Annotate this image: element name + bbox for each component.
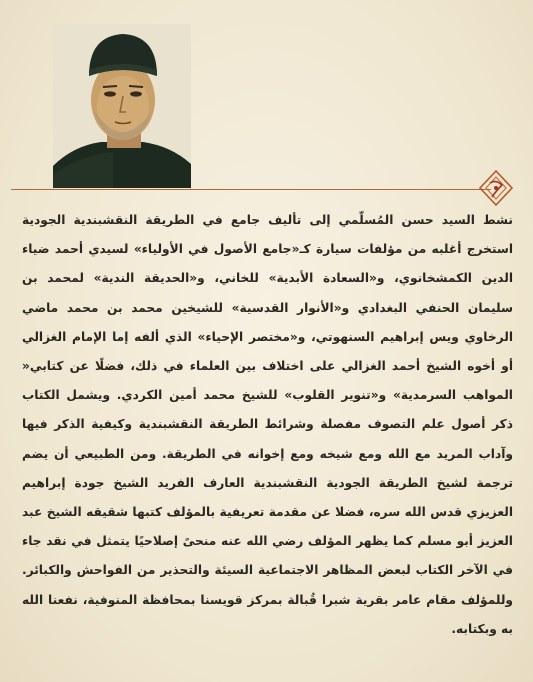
- corner-ornament: [478, 169, 514, 207]
- frame-line: [11, 189, 491, 190]
- portrait-image: [53, 24, 191, 188]
- text-paragraph: نشط السيد حسن المُسلّمي إلى تأليف جامع في الطريقة النقشبندية الجودية استخرج أغلبه من مؤلفات سيارة كـ«جامع الأصول في الأولياء» لسيدي أحمد ضياء الدين الكمشخانوي، و«السعادة الأبدية» للخاني، و«الحديقة الندية» لمحمد بن سليمان الحنفي البغدادي و«الأنوار القدسية» للشيخين محمد بن محمد ماضي الرخاوي ويس إبراهيم السنهوتي، و«مختصر الإحياء» الذي ألفه إما الإمام الغزالي أو أخوه الشيخ أحمد الغزالي على اختلاف بين العلماء في ذلك، فضلًا عن كتابي« المواهب السرمدية» و«تنوير القلوب» للشيخ محمد أمين الكردي. ويشمل الكتاب ذكر أصول علم التصوف مفصلة وشرائط الطريقة النقشبندية وكيفية الذكر فيها وآداب المريد مع الله ومع شيخه ومع إخوانه في الطريقة. ومن الطبيعي أن يضم ترجمة لشيخ الطريقة الجودية النقشبندية العارف الفريد الشيخ جودة إبراهيم العزيزي قدس الله سره، فضلا عن مقدمة تعريفية بالمؤلف كتبها شقيقه الشيخ عبد العزيز أبو مسلم كما يظهر المؤلف رضي الله عنه منحىً إصلاحيًا يتمثل في نقد جاء في الآخر الكتاب لبعض المظاهر الاجتماعية السيئة والتحذير من الفواحش والكبائر. وللمؤلف مقام عامر بقرية شبرا قُبالة بمركز قويسنا بمحافظة المنوفية، نفعنا الله به وبكتابه.: [22, 213, 513, 636]
- description-text: [22, 206, 513, 644]
- author-portrait: [53, 24, 191, 188]
